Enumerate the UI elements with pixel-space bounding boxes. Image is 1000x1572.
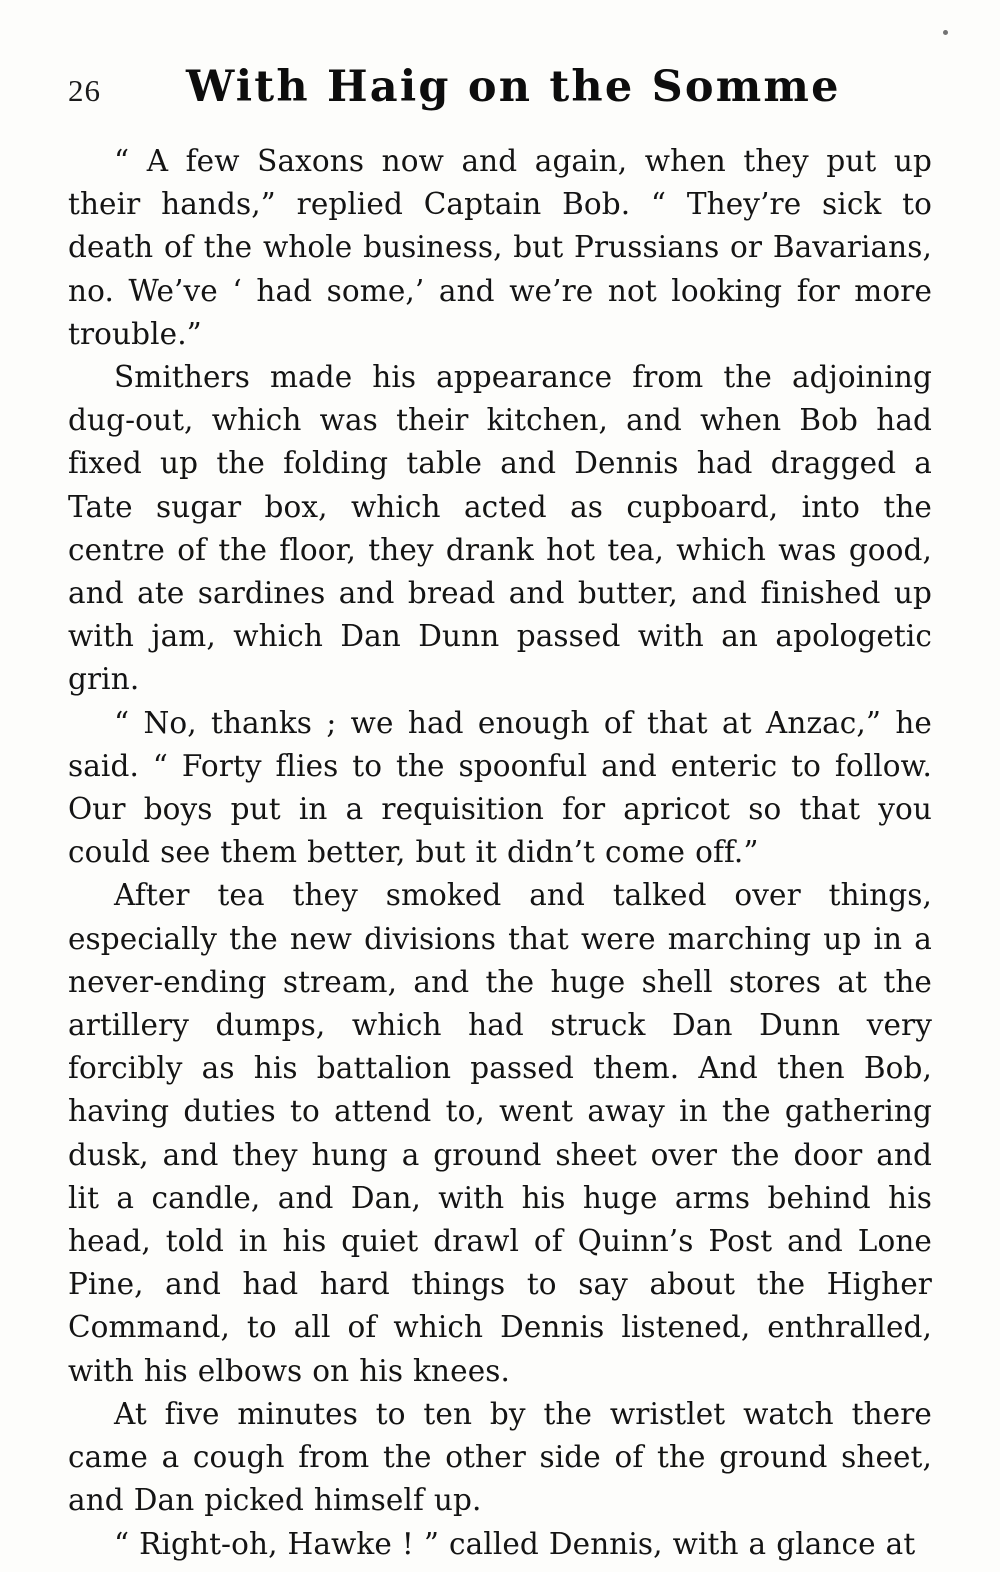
paragraph: “ No, thanks ; we had enough of that at Anzac,” he said. “ Forty flies to the spoonful and enteric to follow. Our boys put in a requisition for apricot so that you could see them better, but it didn’t come off.”	[68, 705, 932, 870]
running-title: With Haig on the Somme	[186, 62, 841, 112]
paragraph: At five minutes to ten by the wristlet watch there came a cough from the other side of the ground sheet, and Dan picked himself up.	[68, 1396, 932, 1518]
paragraph: “ A few Saxons now and again, when they put up their hands,” replied Captain Bob. “ They’re sick to death of the whole business, but Prussians or Bavarians, no. We’ve ‘ had some,’ and we’re not looking for more trouble.”	[68, 144, 932, 351]
page-number: 26	[68, 73, 101, 108]
page-body	[68, 140, 932, 1566]
page-corner-mark	[943, 30, 948, 35]
page-header	[68, 62, 932, 124]
paragraph: Smithers made his appearance from the adjoining dug-out, which was their kitchen, and when Bob had fixed up the folding table and Dennis had dragged a Tate sugar box, which acted as cupboard, into the centre of the floor, they drank hot tea, which was good, and ate sardines and bread and butter, and finished up with jam, which Dan Dunn passed with an apologetic grin.	[68, 360, 932, 697]
paragraph: “ Right-oh, Hawke ! ” called Dennis, with a glance at	[114, 1526, 916, 1561]
paragraph: After tea they smoked and talked over things, especially the new divisions that were marching up in a never-ending stream, and the huge shell stores at the artillery dumps, which had struck Dan Dunn very forcibly as his battalion passed them. And then Bob, having duties to attend to, went away in the gathering dusk, and they hung a ground sheet over the door and lit a candle, and Dan, with his huge arms behind his head, told in his quiet drawl of Quinn’s Post and Lone Pine, and had hard things to say about the Higher Command, to all of which Dennis listened, enthralled, with his elbows on his knees.	[68, 878, 932, 1388]
